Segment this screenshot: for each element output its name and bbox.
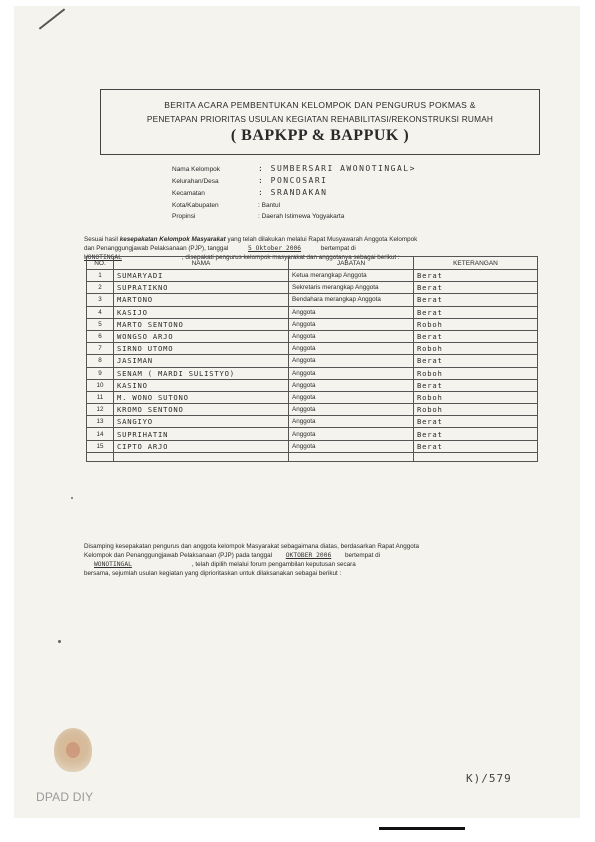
- table-row: [87, 318, 538, 330]
- row-jabatan: Bendahara merangkap Anggota: [289, 294, 414, 306]
- meta-value-kelompok: : SUMBERSARI AWONOTINGAL>: [258, 164, 416, 173]
- row-nama: SANGIYO: [114, 416, 289, 428]
- row-no: 8: [87, 355, 114, 367]
- row-nama: SENAM ( MARDI SULISTYO): [114, 367, 289, 379]
- row-jabatan: Anggota: [289, 379, 414, 391]
- row-keterangan: Berat: [414, 416, 538, 428]
- row-keterangan: Roboh: [414, 318, 538, 330]
- header-keterangan: KETERANGAN: [414, 257, 538, 270]
- intro-a: Sesuai hasil: [84, 236, 118, 243]
- header-jabatan: JABATAN: [289, 257, 414, 270]
- row-nama: KASINO: [114, 379, 289, 391]
- row-no: 4: [87, 306, 114, 318]
- row-keterangan: Roboh: [414, 404, 538, 416]
- member-table: [86, 256, 538, 462]
- closing-line-1: Disamping kesepakatan pengurus dan anggota kelompok Masyarakat sebagaimana diatas, berdasarkan Rapat Anggota: [84, 543, 420, 550]
- empty-cell: [289, 452, 414, 461]
- row-no: 14: [87, 428, 114, 440]
- watermark-text: DPAD DIY: [36, 790, 94, 804]
- table-row: [87, 379, 538, 391]
- intro-c: yang telah dilakukan melalui Rapat Musyawarah Anggota Kelompok: [227, 236, 418, 243]
- closing-place: WONOTINGAL: [94, 561, 132, 568]
- meta-label-kabupaten: Kota/Kabupaten: [172, 202, 219, 209]
- row-keterangan: Berat: [414, 355, 538, 367]
- archive-seal-logo: [54, 728, 92, 772]
- table-row: [87, 343, 538, 355]
- row-jabatan: Anggota: [289, 343, 414, 355]
- header-nama: NAMA: [114, 257, 289, 270]
- closing-date: OKTOBER 2006: [285, 552, 332, 559]
- table-row: [87, 440, 538, 452]
- row-jabatan: Anggota: [289, 355, 414, 367]
- row-jabatan: Anggota: [289, 440, 414, 452]
- row-nama: KASIJO: [114, 306, 289, 318]
- bottom-rule: [379, 827, 465, 830]
- title-line-2: PENETAPAN PRIORITAS USULAN KEGIATAN REHABILITASI/REKONSTRUKSI RUMAH: [146, 114, 494, 124]
- row-jabatan: Anggota: [289, 330, 414, 342]
- table-row-empty: [87, 452, 538, 461]
- row-jabatan: Anggota: [289, 367, 414, 379]
- row-nama: SIRNO UTOMO: [114, 343, 289, 355]
- table-row: [87, 270, 538, 282]
- row-keterangan: Berat: [414, 270, 538, 282]
- intro-e: bertempat di: [320, 245, 356, 252]
- meta-value-kecamatan: : SRANDAKAN: [258, 188, 328, 197]
- row-jabatan: Anggota: [289, 391, 414, 403]
- closing-line-2: [84, 551, 544, 560]
- archive-code: K)/579: [466, 772, 512, 785]
- closing-d: , telah dipilih melalui forum pengambilan keputusan secara: [191, 561, 356, 568]
- table-row: [87, 282, 538, 294]
- table-row: [87, 416, 538, 428]
- row-nama: SUPRATIKNO: [114, 282, 289, 294]
- table-row: [87, 294, 538, 306]
- meta-label-propinsi: Propinsi: [172, 213, 196, 220]
- row-no: 7: [87, 343, 114, 355]
- closing-line-4: bersama, sejumlah usulan kegiatan yang diprioritaskan untuk dilaksanakan sebagai berikut :: [84, 570, 342, 577]
- row-keterangan: Berat: [414, 379, 538, 391]
- meta-value-kabupaten: : Bantul: [258, 202, 281, 209]
- row-jabatan: Anggota: [289, 306, 414, 318]
- table-row: [87, 306, 538, 318]
- row-keterangan: Roboh: [414, 343, 538, 355]
- table-header-row: [87, 257, 538, 270]
- title-line-1: BERITA ACARA PEMBENTUKAN KELOMPOK DAN PENGURUS POKMAS &: [164, 100, 476, 110]
- row-keterangan: Berat: [414, 294, 538, 306]
- row-no: 12: [87, 404, 114, 416]
- table-row: [87, 355, 538, 367]
- row-jabatan: Anggota: [289, 428, 414, 440]
- row-nama: MARTO SENTONO: [114, 318, 289, 330]
- row-nama: JASIMAN: [114, 355, 289, 367]
- row-nama: KROMO SENTONO: [114, 404, 289, 416]
- row-keterangan: Berat: [414, 428, 538, 440]
- row-no: 13: [87, 416, 114, 428]
- empty-cell: [114, 452, 289, 461]
- meta-label-kelompok: Nama Kelompok: [172, 166, 221, 173]
- title-box: [100, 89, 540, 155]
- smudge-dot: [71, 497, 73, 499]
- intro-place: WONOTINGAL: [84, 254, 122, 261]
- meta-label-kecamatan: Kecamatan: [172, 190, 205, 197]
- table-row: [87, 330, 538, 342]
- row-no: 6: [87, 330, 114, 342]
- row-keterangan: Berat: [414, 306, 538, 318]
- row-keterangan: Berat: [414, 282, 538, 294]
- row-no: 2: [87, 282, 114, 294]
- closing-line-3: [84, 560, 544, 569]
- row-nama: M. WONO SUTONO: [114, 391, 289, 403]
- row-jabatan: Anggota: [289, 404, 414, 416]
- seal-emblem: [66, 742, 80, 758]
- row-no: 10: [87, 379, 114, 391]
- intro-date: 5 Oktober 2006: [248, 245, 302, 252]
- table-row: [87, 367, 538, 379]
- row-nama: SUPRIHATIN: [114, 428, 289, 440]
- table-row: [87, 428, 538, 440]
- title-line-3: ( BAPKPP & BAPPUK ): [230, 127, 410, 144]
- row-keterangan: Roboh: [414, 391, 538, 403]
- row-no: 9: [87, 367, 114, 379]
- meta-value-desa: : PONCOSARI: [258, 176, 328, 185]
- intro-f: , disepakati pengurus kelompok masyarakat dan anggotanya sebagai berikut :: [181, 254, 400, 261]
- meta-value-propinsi: : Daerah Istimewa Yogyakarta: [258, 213, 345, 220]
- row-nama: MARTONO: [114, 294, 289, 306]
- meta-label-desa: Kelurahan/Desa: [172, 178, 219, 185]
- smudge-dot: [58, 640, 61, 643]
- intro-line-1: [84, 235, 542, 244]
- row-keterangan: Berat: [414, 440, 538, 452]
- intro-b: kesepakatan Kelompok Masyarakat: [119, 236, 226, 243]
- closing-b: Kelompok dan Penanggungjawab Pelaksanaan (PJP) pada tanggal: [84, 552, 272, 559]
- row-keterangan: Roboh: [414, 367, 538, 379]
- row-jabatan: Ketua merangkap Anggota: [289, 270, 414, 282]
- row-jabatan: Anggota: [289, 318, 414, 330]
- table-row: [87, 404, 538, 416]
- row-nama: WONGSO ARJO: [114, 330, 289, 342]
- row-nama: CIPTO ARJO: [114, 440, 289, 452]
- row-nama: SUMARYADI: [114, 270, 289, 282]
- empty-cell: [414, 452, 538, 461]
- table-row: [87, 391, 538, 403]
- row-jabatan: Anggota: [289, 416, 414, 428]
- row-keterangan: Berat: [414, 330, 538, 342]
- row-no: 5: [87, 318, 114, 330]
- header-no: NO.: [87, 257, 114, 270]
- row-jabatan: Sekretaris merangkap Anggota: [289, 282, 414, 294]
- row-no: 11: [87, 391, 114, 403]
- row-no: 1: [87, 270, 114, 282]
- empty-cell: [87, 452, 114, 461]
- intro-d: dan Penanggungjawab Pelaksanaan (PJP), tanggal: [84, 245, 229, 252]
- row-no: 15: [87, 440, 114, 452]
- intro-line-2: [84, 244, 542, 253]
- row-no: 3: [87, 294, 114, 306]
- closing-c: bertempat di: [345, 552, 381, 559]
